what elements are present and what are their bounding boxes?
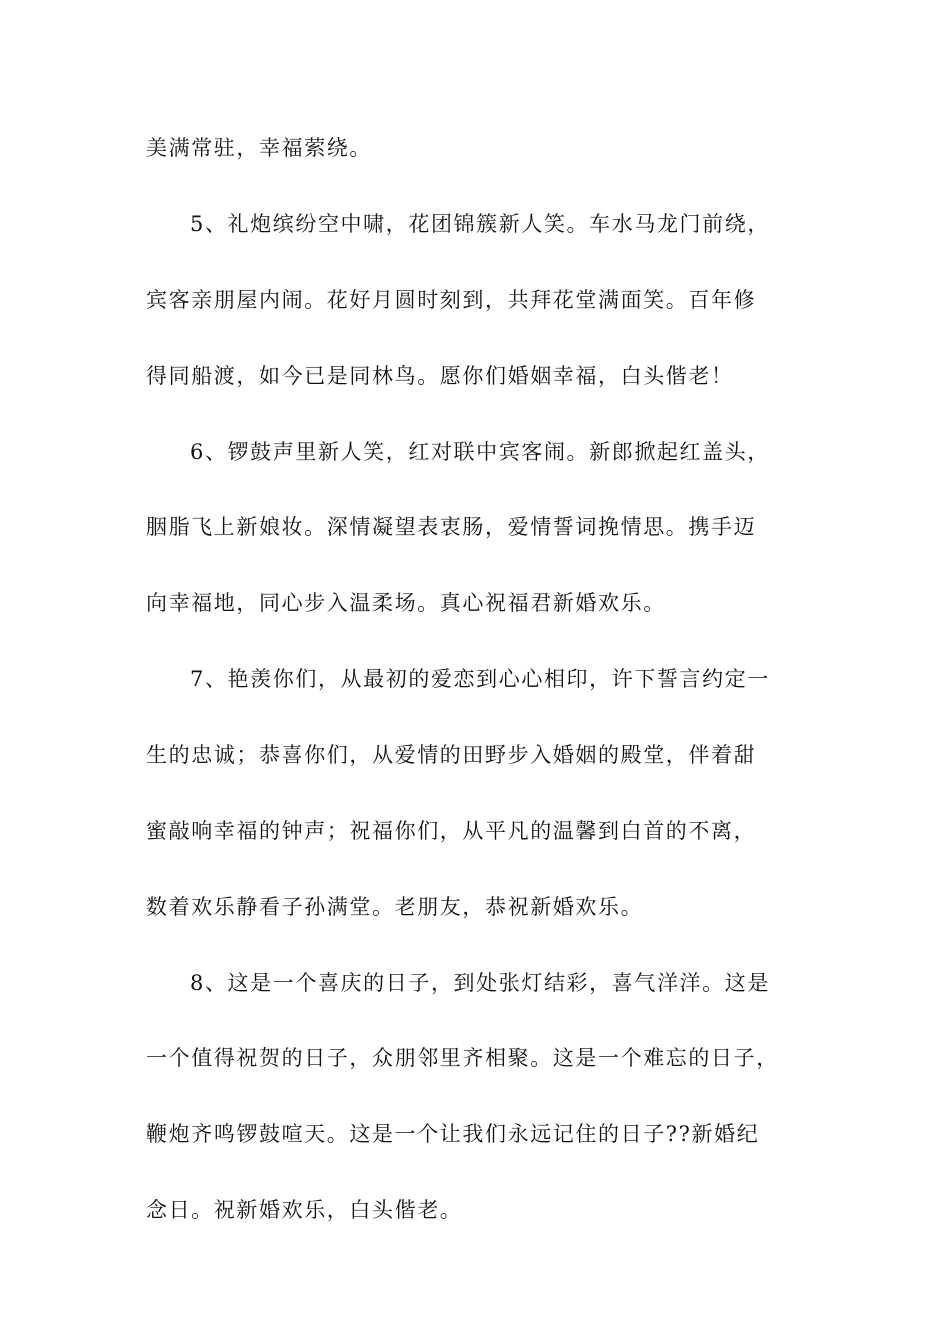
text-line: 宾客亲朋屋内闹。花好月圆时刻到，共拜花堂满面笑。百年修 bbox=[146, 288, 757, 312]
text-line: 生的忠诚；恭喜你们，从爱情的田野步入婚姻的殿堂，伴着甜 bbox=[146, 743, 757, 767]
text-line: 数着欢乐静看子孙满堂。老朋友，恭祝新婚欢乐。 bbox=[146, 895, 644, 919]
text-line: 得同船渡，如今已是同林鸟。愿你们婚姻幸福，白头偕老！ bbox=[146, 364, 734, 388]
text-line: 鞭炮齐鸣锣鼓喧天。这是一个让我们永远记住的日子??新婚纪 bbox=[146, 1122, 760, 1146]
text-line: 美满常驻，幸福萦绕。 bbox=[146, 136, 372, 160]
text-line: 向幸福地，同心步入温柔场。真心祝福君新婚欢乐。 bbox=[146, 591, 666, 615]
text-line: 一个值得祝贺的日子，众朋邻里齐相聚。这是一个难忘的日子， bbox=[146, 1046, 779, 1070]
text-line: 8、这是一个喜庆的日子，到处张灯结彩，喜气洋洋。这是 bbox=[190, 971, 770, 995]
text-line: 胭脂飞上新娘妆。深情凝望表衷肠，爱情誓词挽情思。携手迈 bbox=[146, 515, 757, 539]
text-line: 7、艳羡你们，从最初的爱恋到心心相印，许下誓言约定一 bbox=[190, 667, 770, 691]
text-line: 念日。祝新婚欢乐，白头偕老。 bbox=[146, 1198, 463, 1222]
text-line: 蜜敲响幸福的钟声；祝福你们，从平凡的温馨到白首的不离， bbox=[146, 819, 757, 843]
text-line: 6、锣鼓声里新人笑，红对联中宾客闹。新郎掀起红盖头， bbox=[190, 440, 770, 464]
text-line: 5、礼炮缤纷空中啸，花团锦簇新人笑。车水马龙门前绕， bbox=[190, 212, 770, 236]
